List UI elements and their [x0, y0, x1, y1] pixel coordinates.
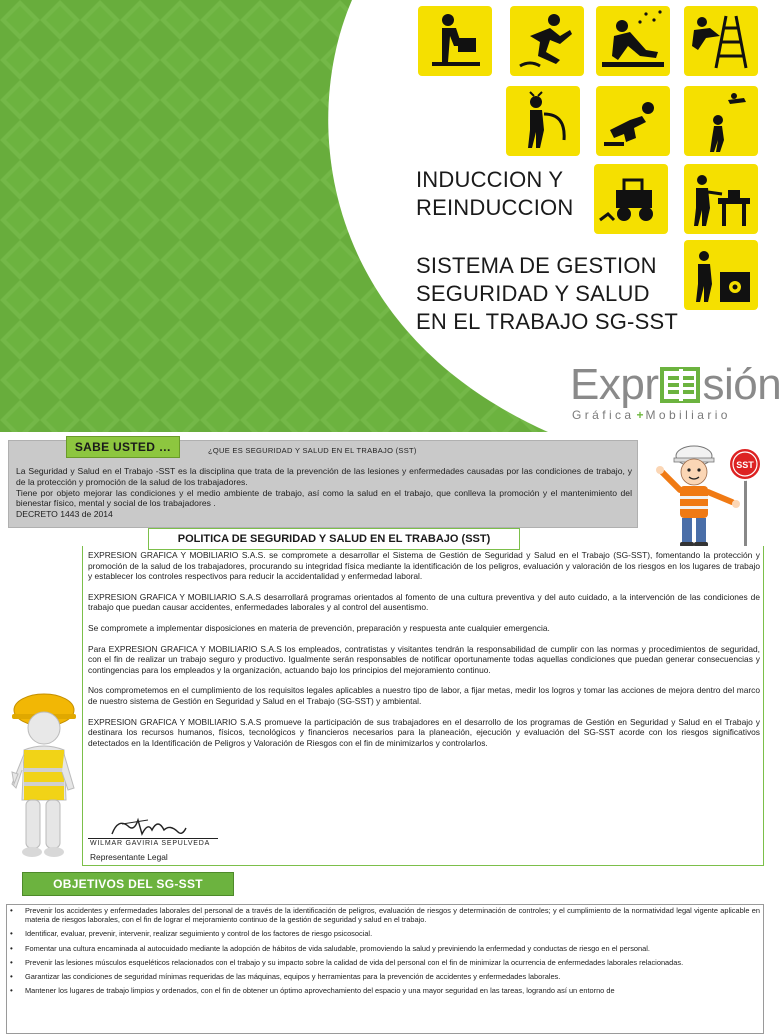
logo-wordmark — [570, 360, 781, 410]
signature-line — [88, 838, 218, 839]
politica-paragraph: Para EXPRESION GRAFICA Y MOBILIARIO S.A.S los empleados, contratistas y visitantes tendrán la responsabilidad de cumplir con las normas y procedimientos de seguridad, con el fin de realizar un trabajo seguro y productivo. Igualmente serán responsables de notificar oportunamente todas aquellas condiciones que puedan generar consecuencias y contingencias para los empleados y la organización, actuando bajo los principios del mejoramiento continuo. — [88, 643, 760, 675]
objetivo-item: • Fomentar una cultura encaminada al autocuidado mediante la adopción de hábitos de vida saludable, promoviendo la salud y previniendo la enfermedad y conductas de riesgo en el personal. — [8, 944, 760, 953]
subtitle-line-1: SISTEMA DE GESTION — [416, 253, 657, 278]
lifting-hazard-icon — [418, 6, 492, 76]
system-title — [416, 252, 678, 336]
politica-label: POLITICA DE SEGURIDAD Y SALUD EN EL TRABAJO (SST) — [148, 528, 520, 550]
sabe-decree: DECRETO 1443 de 2014 — [16, 509, 113, 520]
politica-paragraph: Se compromete a implementar disposiciones en materia de prevención, preparación y respuesta ante cualquier emergencia. — [88, 622, 550, 633]
logo-text-left: Expr — [570, 360, 659, 409]
politica-paragraph: EXPRESION GRAFICA Y MOBILIARIO S.A.S promueve la participación de sus trabajadores en el desarrollo de los programas de Gestión en Seguridad y Salud en el Trabajo y destinara los recursos humanos, físicos, tecnológicos y financieros necesarios para la planeación, ejecución y evaluación del SG-SST acorde con los riesgos significativos detectados en la Identificación de Peligros y Valoración de Riesgos con el fin de minimizarlos y controlarlos. — [88, 716, 760, 748]
politica-paragraph: EXPRESION GRAFICA Y MOBILIARIO S.A.S. se compromete a desarrollar el Sistema de Gestión de Seguridad y Salud en el Trabajo (SG-SST), fomentando la protección y promoción de la salud de los trabajadores, procurando su integridad física mediante la identificación de los peligros, evaluación y valoración de los riesgos en los lugares de trabajo y establecer los controles respectivos para reducir la accidentalidad y enfermedad laboral. — [88, 550, 760, 582]
politica-paragraph: EXPRESION GRAFICA Y MOBILIARIO S.A.S desarrollará programas orientados al fomento de una cultura preventiva y del auto cuidado, a la intervención de las condiciones de trabajo que puedan causar accidentes, enfermedades laborales y al control del ausentismo. — [88, 591, 760, 613]
machine-hazard-icon — [684, 164, 758, 234]
construction-worker-mascot — [652, 438, 764, 550]
politica-text — [88, 550, 760, 758]
slip-hazard-icon — [510, 6, 584, 76]
objetivo-item: • Prevenir los accidentes y enfermedades laborales del personal de a través de la identificación de peligros, evaluación de riesgos y determinación de controles; y el cumplimiento de la normatividad legal vigente aplicable en materia de riesgos laborales, con el fin de lograr el mejoramiento continuo de la gestión de seguridad y salud en el trabajo. — [8, 906, 760, 924]
objetivo-item: • Garantizar las condiciones de seguridad mínimas requeridas de las máquinas, equipos y herramientas para la prevención de accidentes y enfermedades laborales. — [8, 972, 760, 981]
falling-worker-icon — [684, 86, 758, 156]
logo-plus: + — [636, 408, 644, 422]
signer-name: WILMAR GAVIRIA SEPULVEDA — [90, 840, 211, 847]
sabe-usted-label: SABE USTED … — [66, 436, 180, 458]
sabe-text — [16, 466, 632, 520]
radiation-hazard-icon — [684, 240, 758, 310]
header-banner — [0, 0, 781, 432]
objetivo-item: • Prevenir las lesiones músculos esqueléticos relacionados con el trabajo y su impacto sobre la calidad de vida del personal con el fin de minimizar la ocurrencia de enfermedades laborales relacionadas. — [8, 958, 760, 967]
title-line-1: INDUCCION Y — [416, 167, 564, 192]
logo-tagline — [572, 408, 731, 422]
objetivo-item: • Identificar, evaluar, prevenir, intervenir, realizar seguimiento y control de los factores de riesgo psicosocial. — [8, 929, 760, 938]
subtitle-line-2: SEGURIDAD Y SALUD — [416, 281, 650, 306]
sabe-question: ¿QUE ES SEGURIDAD Y SALUD EN EL TRABAJO (SST) — [208, 446, 417, 455]
sabe-paragraph: Tiene por objeto mejorar las condiciones y el medio ambiente de trabajo, así como la salud en el trabajo, que conlleva la promoción y el mantenimiento del bienestar físico, mental y social de los trabajadores . — [16, 487, 632, 509]
3d-worker-figure — [6, 688, 82, 860]
logo-ee-mark-icon — [660, 367, 700, 403]
logo-sub-right: Mobiliario — [645, 408, 731, 422]
electric-shock-icon — [506, 86, 580, 156]
sst-sign-text: SST — [736, 460, 754, 470]
sabe-paragraph: La Seguridad y Salud en el Trabajo -SST es la disciplina que trata de la prevención de las lesiones y enfermedades causadas por las condiciones de trabajo, y de la protección y promoción de la salud de los trabajadores. — [16, 466, 632, 487]
subtitle-line-3: EN EL TRABAJO SG-SST — [416, 309, 678, 334]
vehicle-hazard-icon — [594, 164, 668, 234]
politica-paragraph: Nos comprometemos en el cumplimiento de los requisitos legales aplicables a nuestro tipo de labor, a fijar metas, medir los logros y tomar las acciones de mejora dentro del marco de nuestro sistema de Gestión en Seguridad y Salud en el Trabajo (SG-SST) y ambiental. — [88, 685, 760, 706]
signer-role: Representante Legal — [90, 852, 168, 862]
objetivo-item: • Mantener los lugares de trabajo limpios y ordenados, con el fin de obtener un óptimo aprovechamiento del espacio y una mayor seguridad en las tareas, logrando así un entorno de — [8, 986, 760, 995]
ladder-fall-icon — [684, 6, 758, 76]
logo-sub-left: Gráfica — [572, 408, 635, 422]
company-logo — [570, 360, 781, 426]
signature-mark — [108, 812, 188, 840]
trip-fall-icon — [596, 86, 670, 156]
induction-title — [416, 166, 573, 222]
title-line-2: REINDUCCION — [416, 195, 574, 220]
logo-text-right: sión — [702, 360, 781, 409]
falling-objects-icon — [596, 6, 670, 76]
objetivos-list — [8, 906, 760, 1000]
objetivos-label: OBJETIVOS DEL SG-SST — [22, 872, 234, 896]
